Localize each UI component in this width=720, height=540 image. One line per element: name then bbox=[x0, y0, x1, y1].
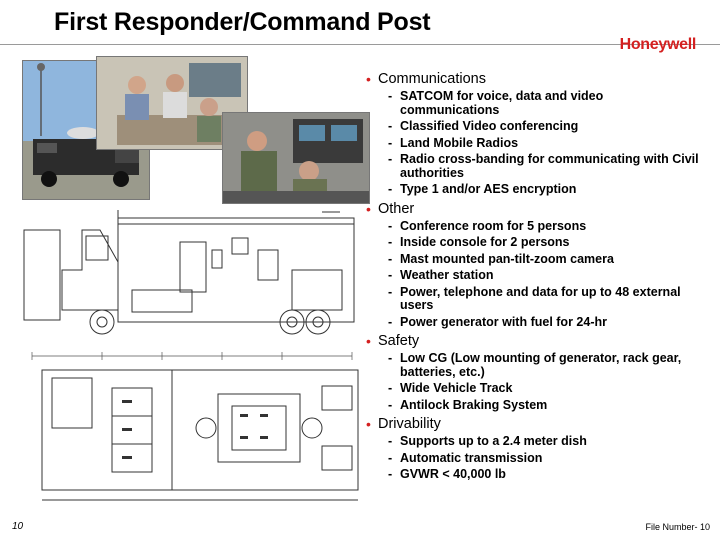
list-item: - Mast mounted pan-tilt-zoom camera bbox=[388, 251, 614, 266]
list-item: - Low CG (Low mounting of generator, rack gear, batteries, etc.) bbox=[388, 351, 682, 379]
vehicle-technical-drawings bbox=[22, 210, 362, 520]
list-item: - Conference room for 5 persons bbox=[388, 218, 587, 233]
list-item: - Type 1 and/or AES encryption bbox=[388, 182, 577, 196]
bullet-icon: • bbox=[366, 200, 371, 217]
section-safety bbox=[364, 332, 704, 412]
section-drivability bbox=[364, 415, 704, 482]
list-item: - Power, telephone and data for up to 48 external users bbox=[388, 284, 681, 312]
photo-collage bbox=[22, 56, 362, 202]
page-number: 10 bbox=[12, 521, 24, 532]
list-item: - Inside console for 2 persons bbox=[388, 235, 570, 249]
list-item: - Land Mobile Radios bbox=[388, 135, 519, 150]
list-item: - Automatic transmission bbox=[388, 450, 543, 465]
section-other bbox=[364, 200, 704, 330]
bullet-icon: • bbox=[366, 416, 371, 432]
list-item: - SATCOM for voice, data and video communications bbox=[388, 89, 604, 117]
feature-list bbox=[364, 70, 704, 485]
section-title: Other bbox=[378, 200, 415, 217]
title-divider bbox=[0, 44, 720, 45]
operators-console-photo bbox=[222, 112, 370, 204]
list-item: - Weather station bbox=[388, 268, 494, 282]
list-item: - Radio cross-banding for communicating with Civil authorities bbox=[388, 152, 699, 180]
list-item: - GVWR < 40,000 lb bbox=[388, 467, 506, 481]
honeywell-logo: Honeywell bbox=[619, 36, 696, 53]
section-title: Communications bbox=[378, 71, 486, 87]
list-item: - Antilock Braking System bbox=[388, 397, 548, 412]
list-item: - Wide Vehicle Track bbox=[388, 381, 513, 395]
bullet-icon: • bbox=[366, 333, 371, 349]
slide-title: First Responder/Command Post bbox=[54, 8, 431, 36]
list-item: - Classified Video conferencing bbox=[388, 119, 579, 133]
section-title: Safety bbox=[378, 333, 420, 349]
bullet-icon: • bbox=[366, 71, 371, 87]
section-title: Drivability bbox=[378, 416, 441, 432]
list-item: - Supports up to a 2.4 meter dish bbox=[388, 434, 587, 448]
list-item: - Power generator with fuel for 24-hr bbox=[388, 314, 607, 329]
section-communications bbox=[364, 70, 704, 197]
file-number: File Number- 10 bbox=[645, 522, 710, 532]
